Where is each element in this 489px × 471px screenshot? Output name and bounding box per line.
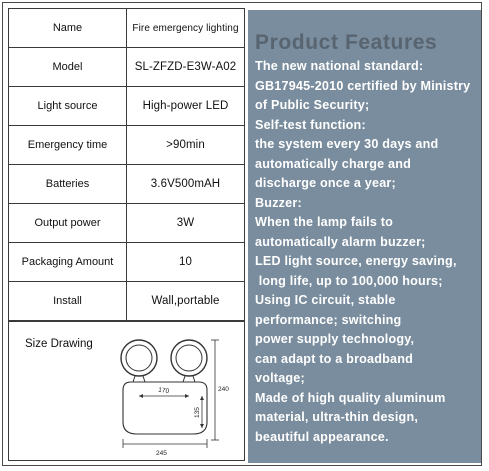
feature-line: The new national standard: (255, 59, 424, 73)
spec-label: Install (9, 282, 127, 321)
width-dimension-label: 245 (156, 450, 167, 457)
feature-line: voltage; (255, 371, 305, 385)
body-height-dimension-label: 135 (194, 407, 201, 418)
spec-row-light-source (9, 87, 245, 126)
feature-line: material, ultra-thin design, (255, 410, 419, 424)
spec-value: SL-ZFZD-E3W-A02 (127, 48, 245, 87)
right-lamp-head (171, 340, 207, 382)
spec-label: Batteries (9, 165, 127, 204)
spec-row-batteries (9, 165, 245, 204)
feature-line: beautiful appearance. (255, 429, 389, 444)
spec-value: High-power LED (127, 87, 245, 126)
feature-line: When the lamp fails to (255, 215, 394, 229)
feature-line: power supply technology, (255, 332, 415, 346)
spec-value: 3W (127, 204, 245, 243)
features-list (255, 57, 470, 447)
spec-label: Packaging Amount (9, 243, 127, 282)
feature-line: LED light source, energy saving, (255, 254, 457, 268)
feature-line: Made of high quality aluminum (255, 390, 446, 405)
spec-value: 10 (127, 243, 245, 282)
spec-label: Output power (9, 204, 127, 243)
feature-line: of Public Security; (255, 98, 370, 112)
features-title: Product Features (255, 31, 438, 54)
spec-value: Fire emergency lighting (127, 9, 245, 48)
feature-line: automatically charge and (255, 156, 411, 171)
spec-label: Name (9, 9, 127, 48)
product-sheet (2, 2, 482, 466)
height-dimension-label: 240 (218, 386, 229, 393)
feature-line: Buzzer: (255, 195, 302, 210)
spec-row-packaging-amount (9, 243, 245, 282)
feature-line: automatically alarm buzzer; (255, 234, 426, 249)
spec-label: Emergency time (9, 126, 127, 165)
spec-label: Model (9, 48, 127, 87)
spec-value: 3.6V500mAH (127, 165, 245, 204)
feature-line: performance; switching (255, 312, 402, 327)
feature-line: GB17945-2010 certified by Ministry (255, 78, 471, 93)
spec-row-install (9, 282, 245, 321)
spec-row-model (9, 48, 245, 87)
size-drawing-label: Size Drawing (25, 338, 93, 350)
feature-line: long life, up to 100,000 hours; (255, 273, 443, 288)
spec-table (8, 8, 245, 321)
product-features-panel (248, 10, 481, 463)
feature-line: the system every 30 days and (255, 137, 439, 151)
feature-line: Self-test function: (255, 117, 366, 132)
spec-row-name (9, 9, 245, 48)
left-lamp-head (121, 340, 157, 382)
spacing-dimension-label: 170 (157, 386, 170, 396)
lamp-dimension-drawing (9, 322, 246, 462)
spec-row-output-power (9, 204, 245, 243)
size-drawing-box (8, 321, 245, 461)
spec-value: Wall,portable (127, 282, 245, 321)
spec-value: >90min (127, 126, 245, 165)
feature-line: Using IC circuit, stable (255, 293, 396, 307)
spec-row-emergency-time (9, 126, 245, 165)
spec-label: Light source (9, 87, 127, 126)
feature-line: discharge once a year; (255, 176, 396, 190)
feature-line: can adapt to a broadband (255, 351, 414, 366)
